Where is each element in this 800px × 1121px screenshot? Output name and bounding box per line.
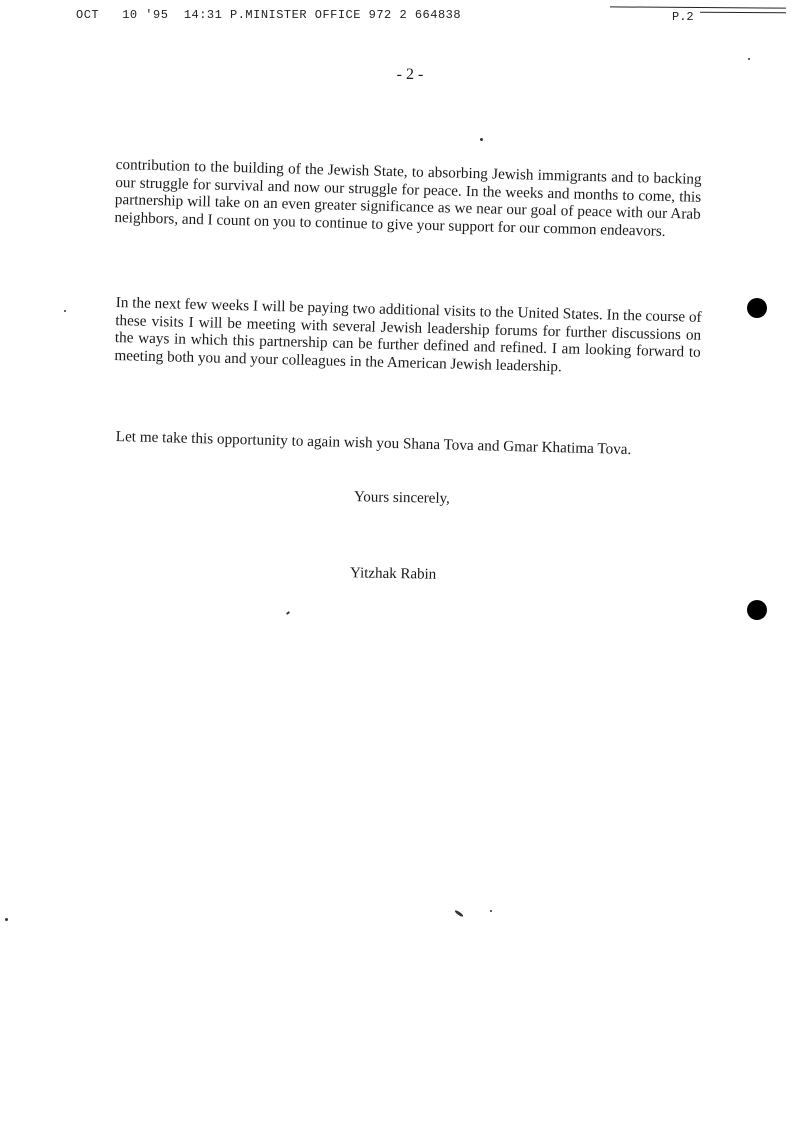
scan-speck bbox=[748, 58, 750, 60]
fax-header-rule bbox=[610, 6, 786, 8]
scan-speck bbox=[286, 611, 290, 615]
scan-speck bbox=[454, 909, 464, 917]
page-number: - 2 - bbox=[396, 66, 424, 83]
letter-paragraph-3: Let me take this opportunity to again wish you Shana Tova and Gmar Khatima Tova. bbox=[115, 428, 632, 459]
scan-speck bbox=[490, 910, 492, 912]
letter-paragraph-1: contribution to the building of the Jewish State, to absorbing Jewish immigrants and to backing our struggle for survival and now our struggle for peace. In the weeks and months to come, this partnership will take on an even greater significance as we near our goal of peace with our Arab neighbors, and I count on you to continue to give your support for our common endeavors. bbox=[114, 156, 702, 240]
fax-header-rule bbox=[700, 12, 786, 13]
signature-name: Yitzhak Rabin bbox=[349, 565, 437, 583]
fax-page-label: P.2 bbox=[672, 10, 694, 24]
punch-hole-mark bbox=[747, 298, 767, 318]
fax-transmission-header: OCT 10 '95 14:31 P.MINISTER OFFICE 972 2 664838 bbox=[76, 8, 462, 22]
letter-closing: Yours sincerely, bbox=[353, 489, 450, 507]
scan-speck bbox=[64, 310, 66, 312]
letter-paragraph-2: In the next few weeks I will be paying two additional visits to the United States. In the course of these visits I will be meeting with several Jewish leadership forums for further discussions on the ways in which this partnership can be further defined and refined. I am looking forward to meeting both you and your colleagues in the American Jewish leadership. bbox=[114, 294, 702, 376]
scan-speck bbox=[5, 918, 8, 921]
scan-speck bbox=[480, 138, 483, 141]
punch-hole-mark bbox=[747, 600, 767, 620]
